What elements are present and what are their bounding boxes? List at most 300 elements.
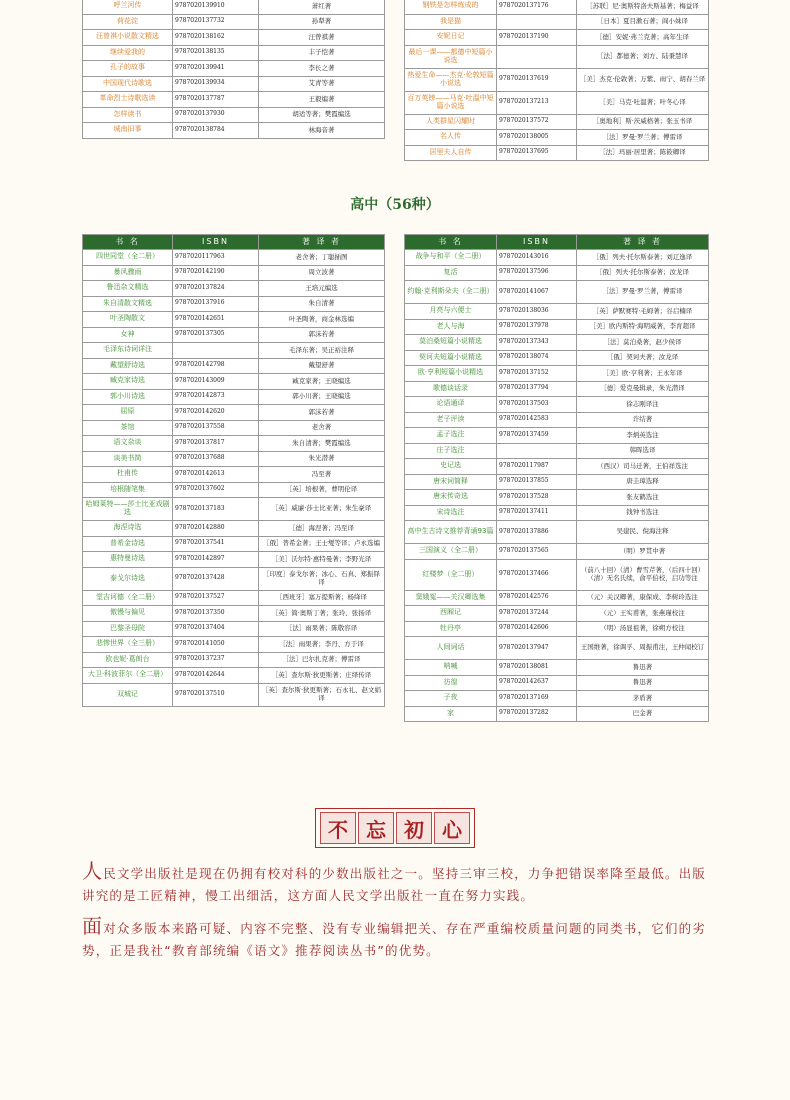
table-row [83, 482, 385, 498]
table-row [83, 683, 385, 706]
book-author: ［英］威廉·莎士比亚著；朱生豪译 [259, 498, 385, 521]
book-title: 戴望舒诗选 [83, 358, 173, 374]
paragraph-lead-char: 面 [82, 914, 104, 938]
book-title: 欧·亨利短篇小说精选 [405, 366, 497, 382]
book-author: ［法］都德著；刘方、陆秉慧译 [577, 45, 709, 68]
book-isbn: 9787020142576 [497, 590, 577, 606]
table-row [83, 606, 385, 622]
book-author: 徐志刚译注 [577, 397, 709, 413]
book-title: 人类群星闪耀时 [405, 114, 497, 130]
book-title: 百万英镑——马克·吐温中短篇小说选 [405, 91, 497, 114]
table-row [405, 319, 709, 335]
book-author: ［俄］列夫·托尔斯泰著；汝龙译 [577, 265, 709, 281]
book-title: 论语通译 [405, 397, 497, 413]
table-row [83, 467, 385, 483]
table-row [83, 296, 385, 312]
book-isbn: 9787020138784 [173, 123, 259, 139]
table-row [83, 281, 385, 297]
book-title: 安妮日记 [405, 30, 497, 46]
book-author: 周立波著 [259, 265, 385, 281]
paragraph-text: 民文学出版社是现在仍拥有校对科的少数出版社之一。坚持三审三校，力争把错误率降至最低。出版讲究的是工匠精神，慢工出细活，这方面人民文学出版社一直在努力实践。 [82, 866, 707, 903]
book-title: 暴风骤雨 [83, 265, 173, 281]
table-row [405, 590, 709, 606]
book-author: ［美］欧内斯特·海明威著，李育超译 [577, 319, 709, 335]
book-isbn: 9787020137404 [173, 621, 259, 637]
book-title: 茶馆 [83, 420, 173, 436]
high-school-table-left [82, 234, 385, 707]
book-title: 谈美书简 [83, 451, 173, 467]
book-isbn: 9787020137237 [173, 652, 259, 668]
table-row [405, 281, 709, 304]
book-isbn: 9787020137152 [497, 366, 577, 382]
book-isbn: 9787020137732 [173, 14, 259, 30]
table-header-row [83, 235, 385, 250]
book-isbn: 9787020137817 [173, 436, 259, 452]
table-row [405, 706, 709, 722]
table-row [405, 443, 709, 459]
book-title: 巴黎圣母院 [83, 621, 173, 637]
high-school-table-right [404, 234, 709, 722]
book-title: 孔子的故事 [83, 61, 173, 77]
book-isbn: 9787020137466 [497, 559, 577, 590]
table-row [405, 691, 709, 707]
book-author: 李长之著 [259, 61, 385, 77]
book-isbn: 9787020139941 [173, 61, 259, 77]
book-isbn [173, 343, 259, 359]
table-row [83, 668, 385, 684]
book-isbn: 9787020137541 [173, 536, 259, 552]
table-row [83, 30, 385, 46]
book-title: 约翰·克利斯朵夫（全二册） [405, 281, 497, 304]
book-author: ［德］爱克曼辑录，朱光潜译 [577, 381, 709, 397]
book-author: 韩晖选译 [577, 443, 709, 459]
book-isbn: 9787020137824 [173, 281, 259, 297]
book-author: 汪曾祺著 [259, 30, 385, 46]
book-isbn: 9787020137528 [497, 490, 577, 506]
book-isbn: 9787020142637 [497, 675, 577, 691]
book-isbn: 9787020137947 [497, 637, 577, 660]
table-row [405, 606, 709, 622]
table-row [83, 265, 385, 281]
book-isbn: 9787020138074 [497, 350, 577, 366]
book-title: 人间词话 [405, 637, 497, 660]
book-isbn: 9787020138162 [173, 30, 259, 46]
book-isbn: 9787020137282 [497, 706, 577, 722]
book-isbn: 9787020137787 [173, 92, 259, 108]
book-isbn: 9787020137428 [173, 567, 259, 590]
book-author: ［日本］夏目漱石著；阎小妹译 [577, 14, 709, 30]
book-author: ［美］杰克·伦敦著；万紫、雨宁、胡春兰译 [577, 68, 709, 91]
book-isbn: 9787020137978 [497, 319, 577, 335]
book-isbn [497, 14, 577, 30]
book-title: 惠特曼诗选 [83, 552, 173, 568]
book-title: 泰戈尔诗选 [83, 567, 173, 590]
book-isbn: 9787020137688 [173, 451, 259, 467]
book-isbn: 9787020141050 [173, 637, 259, 653]
book-title: 城南旧事 [83, 123, 173, 139]
book-isbn: 9787020137916 [173, 296, 259, 312]
book-author: ［美］欧·亨利著；王永年译 [577, 366, 709, 382]
table-row [405, 91, 709, 114]
table-row [405, 544, 709, 560]
book-isbn: 9787020137572 [497, 114, 577, 130]
header-name: 书 名 [405, 235, 497, 250]
book-title: 莫泊桑短篇小说精选 [405, 335, 497, 351]
book-author: 萧红著 [259, 0, 385, 14]
book-author: ［法］雨果著；李丹、方于译 [259, 637, 385, 653]
book-author: （明）罗贯中著 [577, 544, 709, 560]
book-isbn: 9787020139910 [173, 0, 259, 14]
book-title: 牡丹亭 [405, 621, 497, 637]
book-title: 中国现代诗歌选 [83, 76, 173, 92]
book-author: ［俄］普希金著；王士燮等译；卢永选编 [259, 536, 385, 552]
table-row [405, 637, 709, 660]
book-author: ［英］查尔斯·狄更斯著；庄绎传译 [259, 668, 385, 684]
book-title: 唐宋词简释 [405, 474, 497, 490]
book-title: 汪曾祺小说散文精选 [83, 30, 173, 46]
book-title: 怎样读书 [83, 107, 173, 123]
book-title: 契诃夫短篇小说精选 [405, 350, 497, 366]
book-isbn: 9787020143009 [173, 374, 259, 390]
table-row [405, 0, 709, 14]
table-row [405, 412, 709, 428]
book-isbn: 9787020137305 [173, 327, 259, 343]
book-author: ［印度］泰戈尔著；冰心、石真、郑振铎译 [259, 567, 385, 590]
book-isbn: 9787020137695 [497, 145, 577, 161]
book-isbn [497, 45, 577, 68]
book-title: 培根随笔集 [83, 482, 173, 498]
book-author: ［法］巴尔扎克著；傅雷译 [259, 652, 385, 668]
book-isbn: 9787020137527 [173, 590, 259, 606]
book-title: 毛泽东诗词详注 [83, 343, 173, 359]
book-author: ［英］查尔斯·狄更斯著；石永礼、赵文娟译 [259, 683, 385, 706]
book-title: 荷花淀 [83, 14, 173, 30]
book-isbn: 9787020137565 [497, 544, 577, 560]
table-row [405, 521, 709, 544]
book-author: 鲁迅著 [577, 660, 709, 676]
book-title: 钢铁是怎样炼成的 [405, 0, 497, 14]
book-title: 宋诗选注 [405, 505, 497, 521]
book-isbn: 9787020137619 [497, 68, 577, 91]
table-row [83, 420, 385, 436]
header-author: 著 译 者 [577, 235, 709, 250]
book-author: （明）汤显祖著，徐朔方校注 [577, 621, 709, 637]
book-author: 郭小川著；王晓编选 [259, 389, 385, 405]
table-row [405, 30, 709, 46]
seal [315, 808, 475, 848]
table-row [405, 660, 709, 676]
book-isbn: 9787020139934 [173, 76, 259, 92]
book-isbn: 9787020142644 [173, 668, 259, 684]
book-title: 孟子选注 [405, 428, 497, 444]
book-title: 大卫·科波菲尔（全二册） [83, 668, 173, 684]
book-title: 普希金诗选 [83, 536, 173, 552]
table-row [83, 451, 385, 467]
table-header-row [405, 235, 709, 250]
table-row [83, 637, 385, 653]
table-row [83, 521, 385, 537]
book-author: 老舍著；丁聪插图 [259, 250, 385, 266]
table-row [405, 14, 709, 30]
table-row [83, 405, 385, 421]
book-author: 冯至著 [259, 467, 385, 483]
book-title: 窦娥冤——关汉卿选集 [405, 590, 497, 606]
book-title: 朱自清散文精选 [83, 296, 173, 312]
book-author: 朱自清著 [259, 296, 385, 312]
book-author: ［俄］契诃夫著；汝龙译 [577, 350, 709, 366]
book-title: 呼兰河传 [83, 0, 173, 14]
table-row [83, 436, 385, 452]
table-row [83, 45, 385, 61]
book-author: ［英］萨默赛特·毛姆著；谷启楠译 [577, 304, 709, 320]
book-isbn: 9787020142880 [173, 521, 259, 537]
book-author: ［法］罗曼·罗兰著，傅雷译 [577, 281, 709, 304]
book-isbn: 9787020137602 [173, 482, 259, 498]
book-isbn: 9787020143016 [497, 250, 577, 266]
book-isbn: 9787020137244 [497, 606, 577, 622]
middle-school-table-left [82, 0, 385, 139]
book-isbn: 9787020137596 [497, 265, 577, 281]
table-row [405, 490, 709, 506]
table-row [405, 130, 709, 146]
table-row [83, 327, 385, 343]
table-row [405, 335, 709, 351]
book-author: 郭沫若著 [259, 327, 385, 343]
table-row [83, 389, 385, 405]
table-row [83, 374, 385, 390]
book-isbn: 9787020142651 [173, 312, 259, 328]
book-author: 王培元编选 [259, 281, 385, 297]
book-isbn: 9787020138005 [497, 130, 577, 146]
book-author: 吴建民、倪海注释 [577, 521, 709, 544]
book-author: （元）关汉卿著，康保成、李树玲选注 [577, 590, 709, 606]
book-isbn: 9787020142798 [173, 358, 259, 374]
book-author: ［法］莫泊桑著，赵少侯译 [577, 335, 709, 351]
table-row [405, 459, 709, 475]
book-author: 朱自清著；樊霞编选 [259, 436, 385, 452]
seal-char: 忘 [358, 812, 394, 844]
book-isbn: 9787020142613 [173, 467, 259, 483]
book-author: 鲁迅著 [577, 675, 709, 691]
book-isbn: 9787020138036 [497, 304, 577, 320]
table-row [83, 123, 385, 139]
book-isbn: 9787020138135 [173, 45, 259, 61]
book-isbn: 9787020137176 [497, 0, 577, 14]
book-title: 热爱生命——杰克·伦敦短篇小说选 [405, 68, 497, 91]
book-title: 哈姆莱特——莎士比亚戏剧选 [83, 498, 173, 521]
table-row [405, 45, 709, 68]
table-row [83, 358, 385, 374]
book-author: 朱光潜著 [259, 451, 385, 467]
book-isbn: 9787020137183 [173, 498, 259, 521]
seal-char: 初 [396, 812, 432, 844]
book-isbn: 9787020142873 [173, 389, 259, 405]
book-author: 许结著 [577, 412, 709, 428]
book-title: 继续爱我的 [83, 45, 173, 61]
book-isbn: 9787020141067 [497, 281, 577, 304]
table-row [405, 428, 709, 444]
book-title: 战争与和平（全二册） [405, 250, 497, 266]
book-author: ［英］简·奥斯丁著；张玲、张扬译 [259, 606, 385, 622]
book-isbn: 9787020137930 [173, 107, 259, 123]
table-row [83, 343, 385, 359]
table-row [83, 652, 385, 668]
table-row [83, 61, 385, 77]
book-isbn: 9787020137459 [497, 428, 577, 444]
book-author: ［俄］列夫·托尔斯泰著；刘辽逸译 [577, 250, 709, 266]
high-school-heading: 高中（56种） [350, 197, 440, 213]
book-author: ［英］培根著，曹明伦译 [259, 482, 385, 498]
book-title: 女神 [83, 327, 173, 343]
book-title: 最后一课——都德中短篇小说选 [405, 45, 497, 68]
book-title: 老子评读 [405, 412, 497, 428]
table-row [83, 0, 385, 14]
table-row [405, 381, 709, 397]
book-author: ［苏联］尼·奥斯特洛夫斯基著；梅益译 [577, 0, 709, 14]
book-author: 戴望舒著 [259, 358, 385, 374]
book-author: 艾青等著 [259, 76, 385, 92]
book-title: 复活 [405, 265, 497, 281]
paragraph-text: 对众多版本来路可疑、内容不完整、没有专业编辑把关、存在严重编校质量问题的同类书，它们的劣势，正是我社“教育部统编《语文》推荐阅读丛书”的优势。 [82, 921, 707, 958]
table-row [405, 397, 709, 413]
table-row [405, 505, 709, 521]
book-title: 欧也妮·葛朗台 [83, 652, 173, 668]
book-title: 高中生古诗文推荐背诵93篇 [405, 521, 497, 544]
table-row [83, 621, 385, 637]
header-author: 著 译 者 [259, 235, 385, 250]
table-row [405, 621, 709, 637]
paragraph-lead-char: 人 [82, 859, 104, 883]
book-isbn: 9787020137855 [497, 474, 577, 490]
book-title: 傲慢与偏见 [83, 606, 173, 622]
book-author: 丰子恺著 [259, 45, 385, 61]
middle-school-table-right [404, 0, 709, 161]
book-author: 林海音著 [259, 123, 385, 139]
book-isbn: 9787020137558 [173, 420, 259, 436]
header-isbn: ISBN [173, 235, 259, 250]
book-title: 四世同堂（全二册） [83, 250, 173, 266]
book-title: 西厢记 [405, 606, 497, 622]
book-title: 悲惨世界（全三册） [83, 637, 173, 653]
book-title: 杜甫传 [83, 467, 173, 483]
table-row [405, 114, 709, 130]
book-author: 孙犁著 [259, 14, 385, 30]
book-title: 庄子选注 [405, 443, 497, 459]
book-isbn: 9787020117987 [497, 459, 577, 475]
book-title: 三国演义（全二册） [405, 544, 497, 560]
book-title: 唐宋传奇选 [405, 490, 497, 506]
book-author: 臧克家著；王晓编选 [259, 374, 385, 390]
book-title: 老人与海 [405, 319, 497, 335]
book-author: ［法］玛丽·居里著；陈筱卿译 [577, 145, 709, 161]
book-title: 叶圣陶散文 [83, 312, 173, 328]
header-name: 书 名 [83, 235, 173, 250]
book-isbn: 9787020137886 [497, 521, 577, 544]
book-isbn: 9787020137190 [497, 30, 577, 46]
book-author: 郭沫若著 [259, 405, 385, 421]
book-isbn: 9787020117963 [173, 250, 259, 266]
table-row [405, 675, 709, 691]
book-title: 家 [405, 706, 497, 722]
book-title: 堂吉诃德（全二册） [83, 590, 173, 606]
book-isbn: 9787020137794 [497, 381, 577, 397]
book-isbn: 9787020137350 [173, 606, 259, 622]
book-author: ［奥地利］斯·茨威格著；张玉书译 [577, 114, 709, 130]
book-author: （西汉）司马迁著，王伯祥选注 [577, 459, 709, 475]
book-isbn [497, 443, 577, 459]
table-row [83, 536, 385, 552]
book-isbn: 9787020142620 [173, 405, 259, 421]
book-title: 月亮与六便士 [405, 304, 497, 320]
book-title: 海涅诗选 [83, 521, 173, 537]
book-author: ［德］海涅著；冯至译 [259, 521, 385, 537]
book-title: 革命烈士诗歌选读 [83, 92, 173, 108]
book-author: 老舍著 [259, 420, 385, 436]
book-author: 王毅编著 [259, 92, 385, 108]
book-author: 毛泽东著；吴正裕注释 [259, 343, 385, 359]
book-isbn: 9787020138081 [497, 660, 577, 676]
book-isbn: 9787020142897 [173, 552, 259, 568]
book-author: ［美］沃尔特·惠特曼著；李野光译 [259, 552, 385, 568]
book-author: ［法］雨果著；陈敬容译 [259, 621, 385, 637]
book-author: 张友鹤选注 [577, 490, 709, 506]
book-title: 彷徨 [405, 675, 497, 691]
seal-char: 心 [434, 812, 470, 844]
book-title: 双城记 [83, 683, 173, 706]
book-title: 名人传 [405, 130, 497, 146]
table-row [83, 567, 385, 590]
paragraph-proofreading [82, 860, 708, 907]
book-isbn: 9787020137503 [497, 397, 577, 413]
book-isbn: 9787020142190 [173, 265, 259, 281]
book-author: 李炳英选注 [577, 428, 709, 444]
book-isbn: 9787020137411 [497, 505, 577, 521]
seal-char: 不 [320, 812, 356, 844]
table-row [83, 498, 385, 521]
table-row [405, 366, 709, 382]
table-row [405, 304, 709, 320]
book-isbn: 9787020137510 [173, 683, 259, 706]
book-author: 叶圣陶著，商金林选编 [259, 312, 385, 328]
book-title: 红楼梦（全二册） [405, 559, 497, 590]
book-title: 呐喊 [405, 660, 497, 676]
book-author: 唐圭璋选释 [577, 474, 709, 490]
book-author: 王国维著，徐调孚、周振甫注，王仲闻校订 [577, 637, 709, 660]
book-title: 我是猫 [405, 14, 497, 30]
book-title: 郭小川诗选 [83, 389, 173, 405]
book-isbn: 9787020137169 [497, 691, 577, 707]
table-row [405, 474, 709, 490]
paragraph-advantage [82, 915, 708, 962]
book-isbn: 9787020142606 [497, 621, 577, 637]
book-author: 茅盾著 [577, 691, 709, 707]
table-row [83, 14, 385, 30]
table-row [405, 350, 709, 366]
book-isbn: 9787020137213 [497, 91, 577, 114]
book-author: ［美］马克·吐温著；叶冬心译 [577, 91, 709, 114]
book-title: 子夜 [405, 691, 497, 707]
book-title: 屈原 [83, 405, 173, 421]
header-isbn: ISBN [497, 235, 577, 250]
book-author: ［法］罗曼·罗兰著；傅雷译 [577, 130, 709, 146]
seal-banner [0, 808, 790, 848]
table-row [405, 145, 709, 161]
book-author: 胡适等著；樊霞编选 [259, 107, 385, 123]
table-row [83, 76, 385, 92]
book-isbn: 9787020137343 [497, 335, 577, 351]
book-author: 巴金著 [577, 706, 709, 722]
table-row [405, 265, 709, 281]
